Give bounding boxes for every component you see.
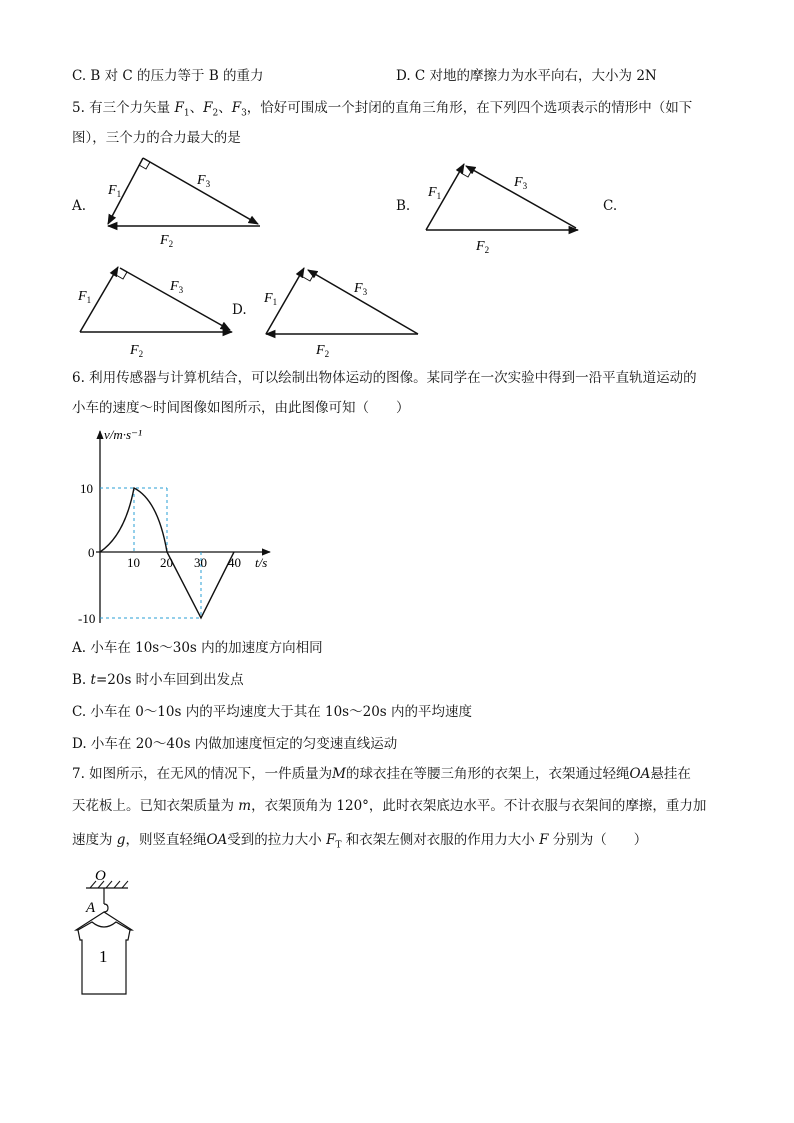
q4-option-c: C. B 对 C 的压力等于 B 的重力 xyxy=(72,68,264,84)
svg-text:F3: $F_3$ xyxy=(514,175,528,191)
q6-option-c: C. 小车在 0～10s 内的平均速度大于其在 10s～20s 内的平均速度 xyxy=(72,704,473,720)
q6-stem-line2: 小车的速度～时间图像如图所示，由此图像可知（ ） xyxy=(72,400,410,416)
q6-tick-y-0: 0 xyxy=(88,545,95,560)
q5-figure-a xyxy=(100,152,270,249)
q7-stem-line1: 7. 如图所示，在无风的情况下，一件质量为M的球衣挂在等腰三角形的衣架上，衣架通过轻绳OA悬挂在 xyxy=(72,766,691,782)
q5-option-d-label: D. xyxy=(232,302,247,318)
svg-text:F3: $F_3$ xyxy=(354,281,368,297)
q6-y-label: v/m·s⁻¹ xyxy=(104,427,142,442)
svg-text:F3: $F_3$ xyxy=(170,279,184,295)
q6-option-b: B. t=20s 时小车回到出发点 xyxy=(72,672,244,688)
q6-tick-x-20: 20 xyxy=(160,555,173,570)
svg-text:F1: $F_1$ xyxy=(264,291,278,307)
svg-text:F1: $F_1$ xyxy=(428,185,442,201)
q6-x-label: t/s xyxy=(255,555,268,570)
svg-text:F1: $F_1$ xyxy=(108,183,122,199)
q7-jersey-number: 1 xyxy=(99,947,108,966)
svg-text:F2: $F_2$ xyxy=(316,343,330,359)
svg-text:v/m·s⁻¹ xyxy=(104,427,142,442)
q7-label-a: A xyxy=(86,900,96,916)
q5d-f3-arrow xyxy=(308,270,418,334)
q6-option-d: D. 小车在 20～40s 内做加速度恒定的匀变速直线运动 xyxy=(72,736,398,752)
q5-figure-b xyxy=(416,160,586,255)
q5-option-a-label: A. xyxy=(72,198,87,214)
q7-stem-line3: 速度为 g，则竖直轻绳OA受到的拉力大小 $F_T$ 和衣架左侧对衣服的作用力大小 F 分别为（ ） xyxy=(72,832,648,851)
q6-tick-y-10: 10 xyxy=(80,481,93,496)
q5-option-c-label: C. xyxy=(603,198,618,214)
q4-option-d: D. C 对地的摩擦力为水平向右，大小为 2N xyxy=(396,68,657,84)
svg-text:F2: $F_2$ xyxy=(130,343,144,359)
svg-text:F3: $F_3$ xyxy=(197,173,211,189)
q6-tick-x-10: 10 xyxy=(127,555,140,570)
q5-stem-line1: 5. 有三个力矢量 $F_1$、$F_2$、$F_3$，恰好可围成一个封闭的直角三角形，在下列四个选项表示的情形中（如下 xyxy=(72,100,693,119)
q5-figure-d xyxy=(258,262,428,358)
q5-option-b-label: B. xyxy=(396,198,411,214)
q6-stem-line1: 6. 利用传感器与计算机结合，可以绘制出物体运动的图像。某同学在一次实验中得到一沿平直轨道运动的 xyxy=(72,370,697,386)
q6-tick-y-neg10: -10 xyxy=(78,611,96,626)
q7-hanger-figure xyxy=(70,868,150,998)
q6-option-a: A. 小车在 10s～30s 内的加速度方向相同 xyxy=(72,640,323,656)
svg-text:F1: $F_1$ xyxy=(78,289,92,305)
svg-text:F2: $F_2$ xyxy=(160,233,174,249)
q6-tick-x-30: 30 xyxy=(194,555,207,570)
q7-label-o: O xyxy=(95,868,106,884)
q7-stem-line2: 天花板上。已知衣架质量为 m，衣架顶角为 120°，此时衣架底边水平。不计衣服与衣架间的摩擦，重力加 xyxy=(72,798,707,814)
q5a-f3-arrow xyxy=(143,158,258,224)
q5-stem-line2: 图），三个力的合力最大的是 xyxy=(72,130,241,146)
q5c-f3-arrow xyxy=(120,268,230,330)
q5-figure-c xyxy=(72,262,242,358)
q6-vt-graph xyxy=(80,425,280,630)
svg-text:F2: $F_2$ xyxy=(476,239,490,255)
q6-tick-x-40: 40 xyxy=(228,555,241,570)
